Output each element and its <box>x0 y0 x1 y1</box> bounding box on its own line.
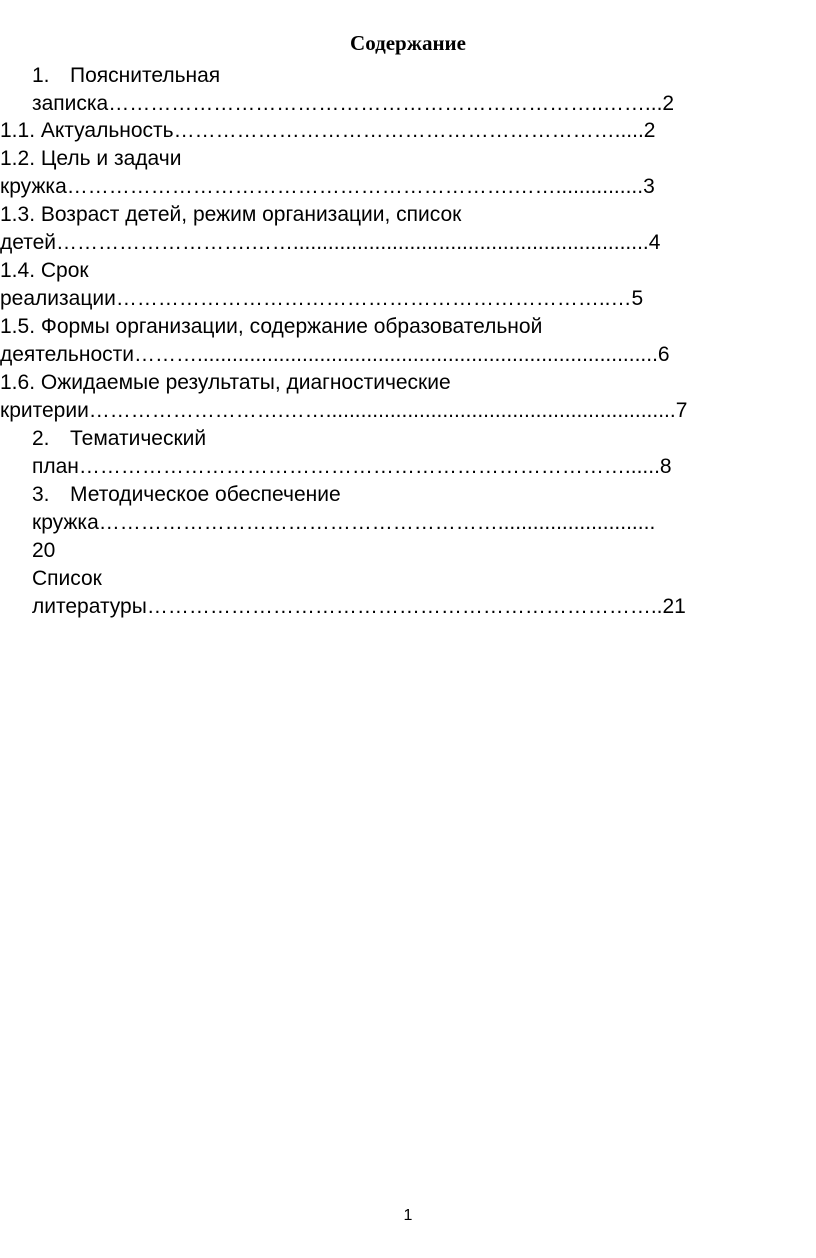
toc-entry-3-heading <box>32 481 341 509</box>
toc-entry-1-heading <box>32 62 220 90</box>
toc-entry-bibliography-heading: Список <box>32 567 102 590</box>
toc-entry-1-5-heading: 1.5. Формы организации, содержание образовательной <box>0 315 543 338</box>
toc-entry-1-1: 1.1. Актуальность……………………………………………………….....2 <box>0 119 656 142</box>
toc-entry-text: Методическое обеспечение <box>70 483 341 506</box>
toc-entry-2-heading <box>32 425 206 453</box>
toc-entry-text: Пояснительная <box>70 64 221 87</box>
toc-entry-3-page: 20 <box>32 539 56 562</box>
toc-entry-3-leader: кружка…………………………………………………........................... <box>32 511 656 534</box>
toc-entry-1-5-leader: деятельности………...............................................................................6 <box>0 343 670 366</box>
page-number: 1 <box>403 1207 413 1224</box>
toc-entry-1-3-heading: 1.3. Возраст детей, режим организации, список <box>0 203 462 226</box>
toc-title: Содержание <box>350 31 466 55</box>
toc-entry-text: Тематический <box>70 427 207 450</box>
toc-entry-1-6-leader: критерии……………………….……............................................................7 <box>0 399 688 422</box>
toc-entry-1-2-heading: 1.2. Цель и задачи <box>0 147 182 170</box>
toc-entry-number: 2. <box>32 427 50 450</box>
toc-entry-1-6-heading: 1.6. Ожидаемые результаты, диагностические <box>0 371 451 394</box>
toc-entry-1-4-leader: реализации……………………………………………………………..…5 <box>0 287 644 310</box>
toc-entry-number: 3. <box>32 483 50 506</box>
toc-entry-1-2-leader: кружка……………………………………………………….……...............3 <box>0 175 655 198</box>
toc-entry-1-leader: записка……………………………………………………………..……...2 <box>32 92 675 115</box>
toc-entry-bibliography-leader: литературы………………………………………………………………..21 <box>32 595 686 618</box>
toc-entry-1-4-heading: 1.4. Срок <box>0 259 89 282</box>
toc-entry-2-leader: план……………………………………………………………………......8 <box>32 455 672 478</box>
toc-entry-1-3-leader: детей……………………….…….............................................................4 <box>0 231 661 254</box>
toc-entry-number: 1. <box>32 64 50 87</box>
